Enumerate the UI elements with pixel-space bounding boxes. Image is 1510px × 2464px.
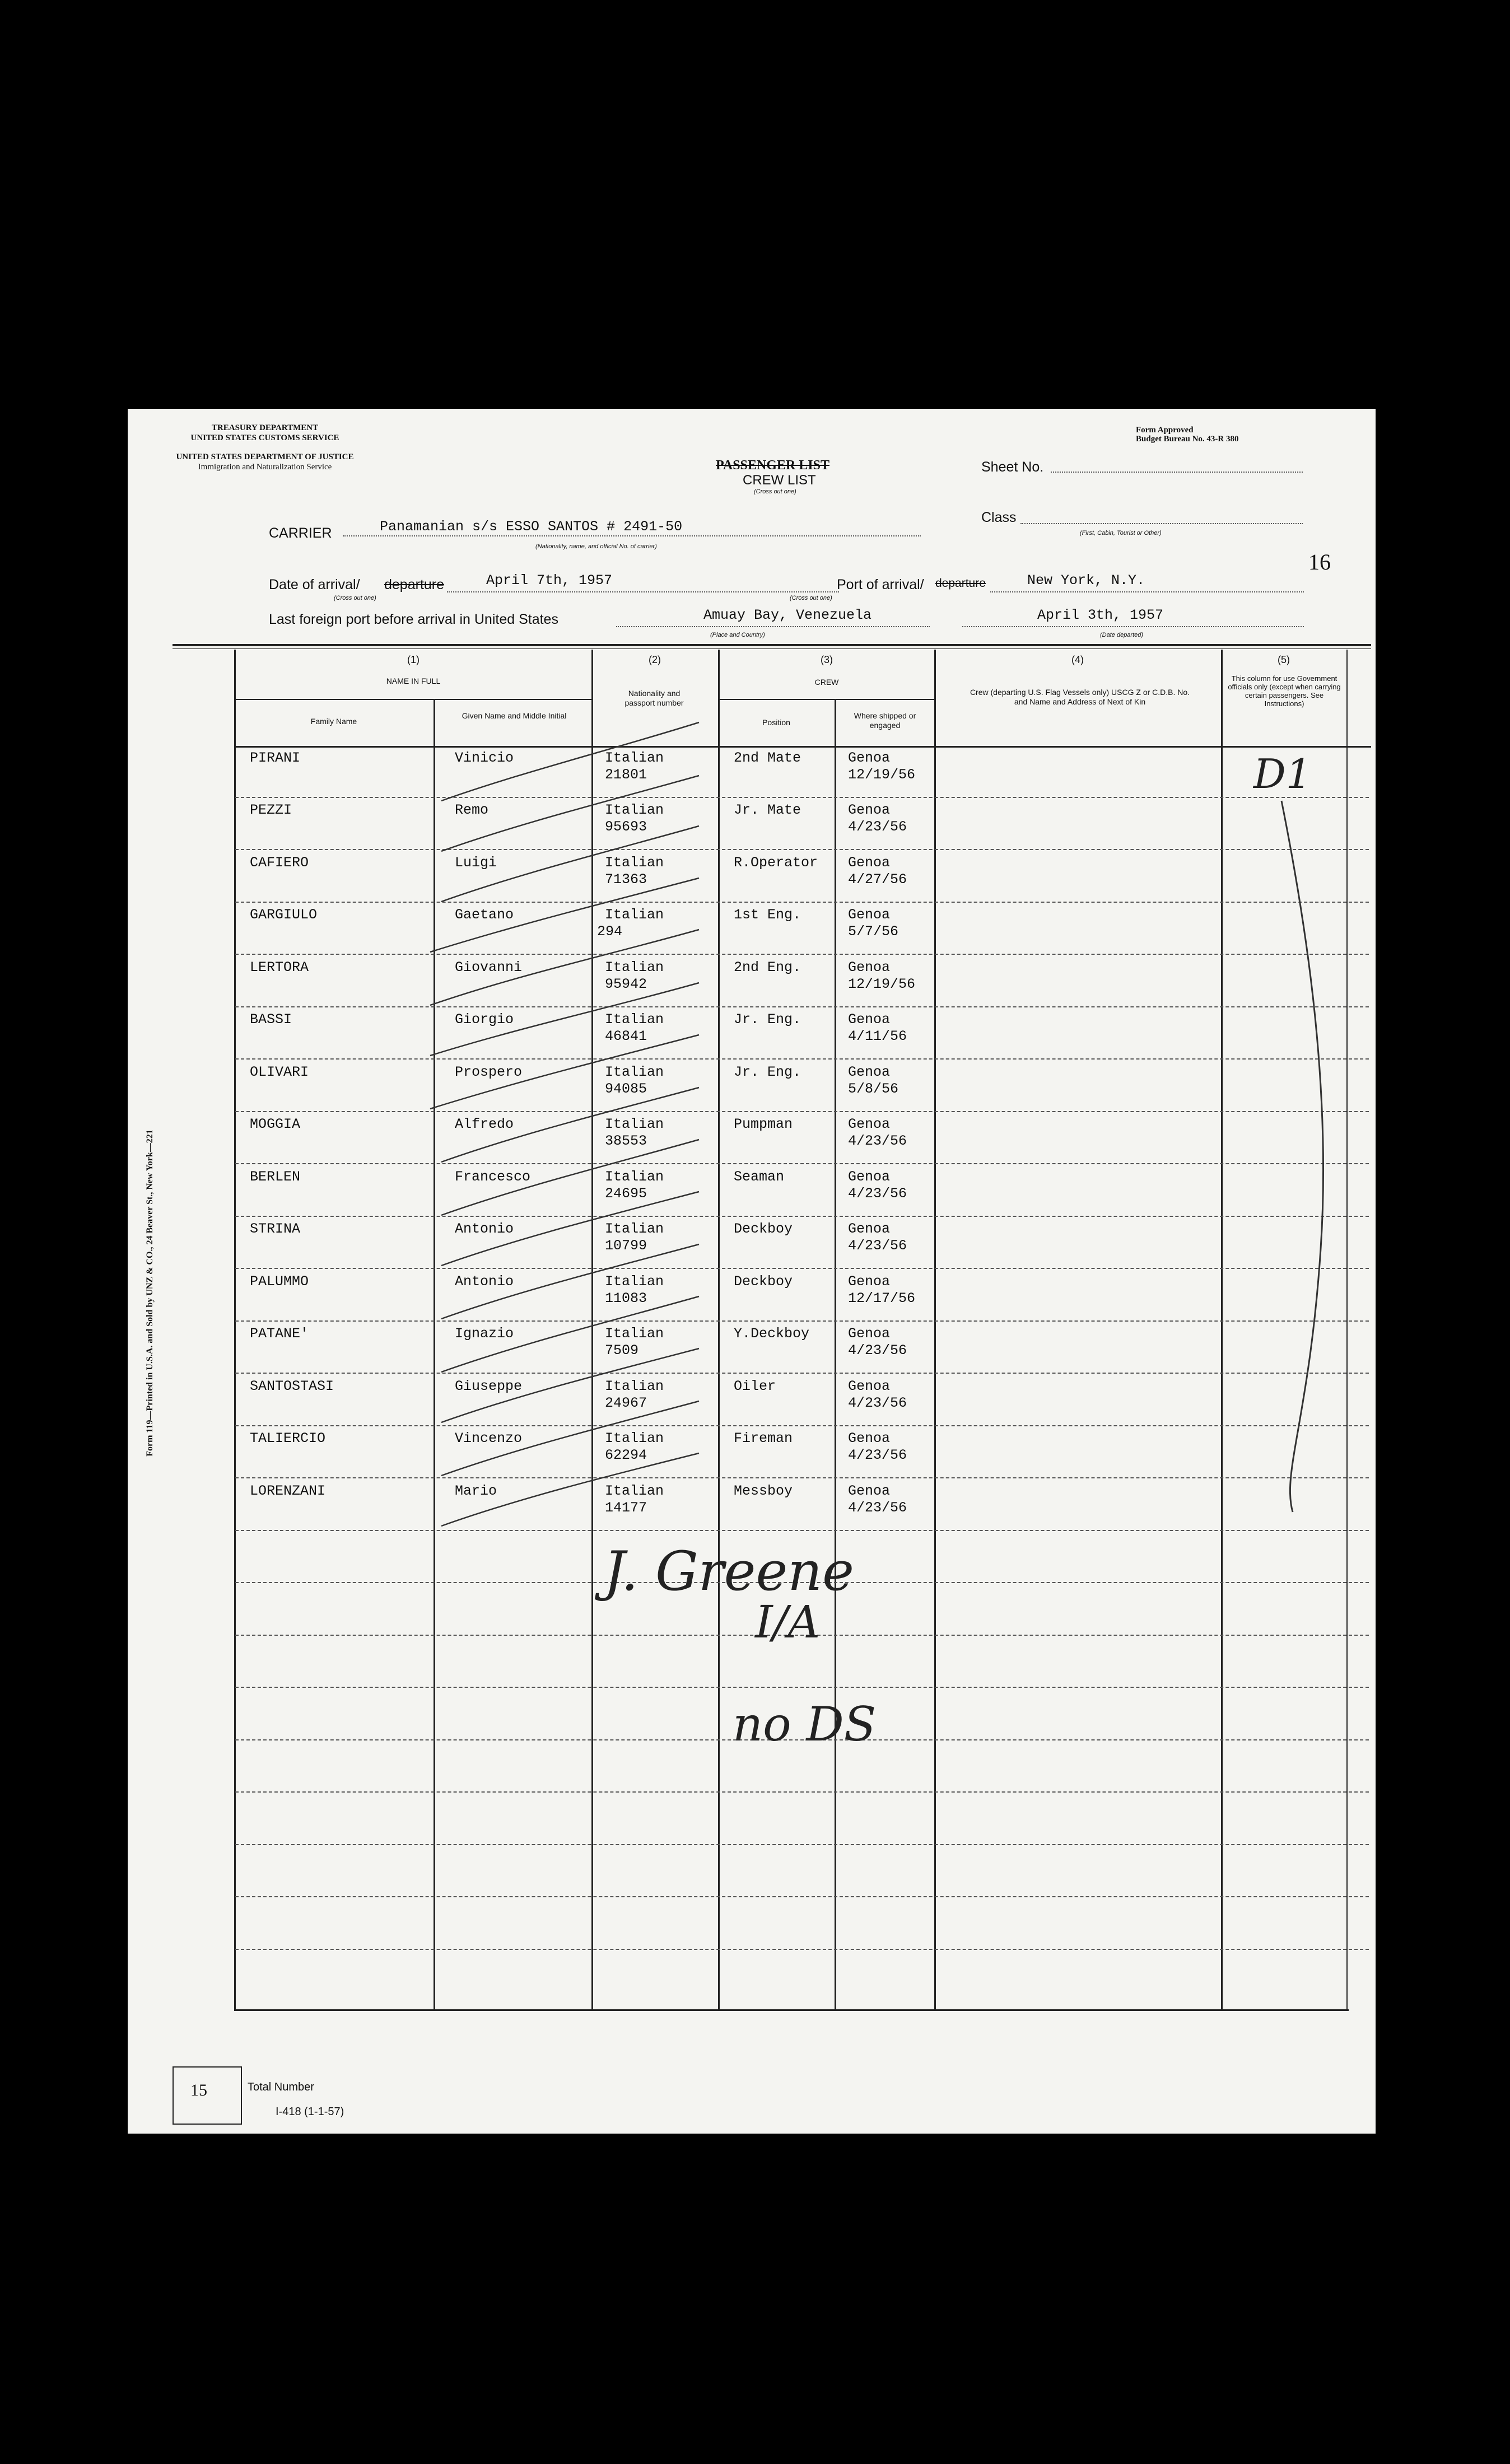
where-shipped-head: Where shipped or engaged [854, 711, 916, 730]
position: 1st Eng. [734, 907, 801, 923]
official-mark: D1 [1253, 750, 1312, 797]
shipped-port: Genoa [848, 1483, 891, 1499]
stroke-mark [441, 776, 699, 851]
stroke-mark [441, 722, 699, 801]
col5-number: (5) [1278, 654, 1290, 665]
departed-value: April 3th, 1957 [1037, 607, 1164, 623]
port-departure-struck: departure [935, 577, 986, 590]
port-cross-note: (Cross out one) [790, 595, 832, 601]
family-name-head: Family Name [310, 717, 357, 726]
passport: 21801 [605, 767, 647, 783]
given-name: Giuseppe [455, 1378, 523, 1394]
crew-list-title: CREW LIST [743, 473, 816, 488]
family-name: SANTOSTASI [250, 1378, 334, 1394]
col2-number: (2) [649, 654, 661, 665]
passport: 294 [597, 923, 623, 940]
given-name: Giorgio [455, 1011, 514, 1028]
position: Deckboy [734, 1273, 793, 1290]
family-name: CAFIERO [250, 855, 309, 871]
last-port-label: Last foreign port before arrival in United States [269, 612, 558, 627]
carrier-label: CARRIER [269, 525, 332, 541]
shipped-date: 4/11/56 [848, 1028, 907, 1044]
departed-note: (Date departed) [1100, 632, 1144, 638]
passport: 24695 [605, 1186, 647, 1202]
form-approved: Form Approved [1136, 426, 1194, 435]
shipped-date: 4/23/56 [848, 1500, 907, 1516]
family-name: GARGIULO [250, 907, 318, 923]
carrier-note: (Nationality, name, and official No. of carrier) [535, 543, 657, 550]
given-name-head: Given Name and Middle Initial [462, 711, 567, 720]
shipped-port: Genoa [848, 959, 891, 976]
family-name: PEZZI [250, 802, 292, 818]
passport: 95693 [605, 819, 647, 835]
shipped-port: Genoa [848, 1116, 891, 1132]
shipped-port: Genoa [848, 1326, 891, 1342]
total-box [173, 2066, 242, 2125]
nationality: Italian [605, 855, 664, 871]
passport: 14177 [605, 1500, 647, 1516]
class-note: (First, Cabin, Tourist or Other) [1080, 530, 1162, 536]
position-head: Position [762, 718, 790, 727]
nationality: Italian [605, 750, 664, 766]
given-name: Ignazio [455, 1326, 514, 1342]
ins-heading: Immigration and Naturalization Service [198, 463, 332, 472]
shipped-date: 12/19/56 [848, 976, 916, 992]
given-name: Francesco [455, 1169, 531, 1185]
col4-title: Crew (departing U.S. Flag Vessels only) USCG Z or C.D.B. No. and Name and Address of Next of Kin [970, 688, 1190, 706]
printer-side-text: Form 119—Printed in U.S.A. and Sold by UNZ & CO., 24 Beaver St., New York—221 [145, 1130, 155, 1457]
position: Deckboy [734, 1221, 793, 1237]
stroke-mark [441, 1453, 699, 1526]
shipped-port: Genoa [848, 907, 891, 923]
given-name: Antonio [455, 1273, 514, 1290]
treasury-heading: TREASURY DEPARTMENT [211, 423, 319, 432]
passport: 46841 [605, 1028, 647, 1044]
col3-title: CREW [814, 678, 839, 687]
nationality: Italian [605, 1483, 664, 1499]
col1-number: (1) [407, 654, 420, 665]
given-name: Giovanni [455, 959, 523, 976]
family-name: LERTORA [250, 959, 309, 976]
handwritten-strokes [128, 409, 1376, 2134]
family-name: BERLEN [250, 1169, 301, 1185]
initials: I/A [755, 1596, 821, 1648]
nationality: Italian [605, 1221, 664, 1237]
budget-bureau: Budget Bureau No. 43-R 380 [1136, 435, 1239, 444]
port-value: New York, N.Y. [1027, 572, 1145, 589]
given-name: Gaetano [455, 907, 514, 923]
given-name: Luigi [455, 855, 497, 871]
stroke-mark [441, 1140, 699, 1215]
position: Jr. Eng. [734, 1064, 801, 1080]
nationality: Italian [605, 1169, 664, 1185]
bracket-line [1281, 801, 1323, 1512]
justice-heading: UNITED STATES DEPARTMENT OF JUSTICE [176, 452, 354, 461]
nationality: Italian [605, 1116, 664, 1132]
sheet-number-handwritten: 16 [1308, 549, 1331, 575]
position: Jr. Eng. [734, 1011, 801, 1028]
shipped-port: Genoa [848, 1430, 891, 1446]
stroke-mark [430, 983, 699, 1056]
departure-struck: departure [384, 577, 445, 592]
position: Y.Deckboy [734, 1326, 810, 1342]
shipped-date: 4/23/56 [848, 1186, 907, 1202]
nationality: Italian [605, 959, 664, 976]
given-name: Antonio [455, 1221, 514, 1237]
position: Pumpman [734, 1116, 793, 1132]
shipped-date: 12/19/56 [848, 767, 916, 783]
family-name: BASSI [250, 1011, 292, 1028]
family-name: OLIVARI [250, 1064, 309, 1080]
passport: 38553 [605, 1133, 647, 1149]
family-name: TALIERCIO [250, 1430, 326, 1446]
nationality: Italian [605, 1430, 664, 1446]
given-name: Mario [455, 1483, 497, 1499]
family-name: PIRANI [250, 750, 301, 766]
passport: 11083 [605, 1290, 647, 1306]
col1-title: NAME IN FULL [386, 676, 441, 685]
sheet-no-label: Sheet No. [981, 459, 1044, 475]
date-arrival-label: Date of arrival/ [269, 577, 360, 592]
form-code: I-418 (1-1-57) [276, 2106, 344, 2118]
given-name: Remo [455, 802, 489, 818]
given-name: Alfredo [455, 1116, 514, 1132]
given-name: Vinicio [455, 750, 514, 766]
customs-heading: UNITED STATES CUSTOMS SERVICE [190, 433, 339, 442]
nationality: Italian [605, 1378, 664, 1394]
passport: 62294 [605, 1447, 647, 1463]
col2-title: Nationality and passport number [624, 689, 684, 707]
stroke-mark [441, 826, 699, 902]
shipped-port: Genoa [848, 1221, 891, 1237]
shipped-port: Genoa [848, 1273, 891, 1290]
date-cross-note: (Cross out one) [334, 595, 376, 601]
shipped-date: 4/23/56 [848, 1395, 907, 1411]
signature: J. Greene [604, 1540, 854, 1603]
shipped-date: 4/23/56 [848, 1447, 907, 1463]
position: Seaman [734, 1169, 785, 1185]
nationality: Italian [605, 907, 664, 923]
position: Messboy [734, 1483, 793, 1499]
shipped-port: Genoa [848, 1064, 891, 1080]
shipped-port: Genoa [848, 1378, 891, 1394]
shipped-date: 5/7/56 [848, 923, 899, 940]
nationality: Italian [605, 1273, 664, 1290]
col4-number: (4) [1071, 654, 1084, 665]
passport: 10799 [605, 1238, 647, 1254]
family-name: STRINA [250, 1221, 301, 1237]
shipped-port: Genoa [848, 855, 891, 871]
shipped-date: 4/23/56 [848, 819, 907, 835]
shipped-port: Genoa [848, 802, 891, 818]
passport: 95942 [605, 976, 647, 992]
stroke-mark [441, 1401, 699, 1476]
passport: 94085 [605, 1081, 647, 1097]
position: Jr. Mate [734, 802, 801, 818]
position: R.Operator [734, 855, 818, 871]
crew-list-form [128, 409, 1376, 2134]
total-value: 15 [190, 2081, 207, 2099]
passport: 71363 [605, 871, 647, 888]
class-label: Class [981, 510, 1017, 525]
nationality: Italian [605, 802, 664, 818]
given-name: Prospero [455, 1064, 523, 1080]
family-name: PATANE' [250, 1326, 309, 1342]
nationality: Italian [605, 1326, 664, 1342]
family-name: PALUMMO [250, 1273, 309, 1290]
position: Fireman [734, 1430, 793, 1446]
shipped-date: 12/17/56 [848, 1290, 916, 1306]
position: Oiler [734, 1378, 776, 1394]
shipped-port: Genoa [848, 1169, 891, 1185]
shipped-date: 4/23/56 [848, 1133, 907, 1149]
given-name: Vincenzo [455, 1430, 523, 1446]
shipped-date: 4/23/56 [848, 1342, 907, 1359]
family-name: LORENZANI [250, 1483, 326, 1499]
position: 2nd Eng. [734, 959, 801, 976]
shipped-port: Genoa [848, 750, 891, 766]
carrier-value: Panamanian s/s ESSO SANTOS # 2491-50 [380, 519, 683, 535]
family-name: MOGGIA [250, 1116, 301, 1132]
position: 2nd Mate [734, 750, 801, 766]
date-arrival-value: April 7th, 1957 [486, 572, 613, 589]
stroke-mark [441, 1296, 699, 1372]
title-cross-note: (Cross out one) [754, 488, 796, 495]
passenger-list-struck: PASSENGER LIST [716, 458, 829, 473]
shipped-port: Genoa [848, 1011, 891, 1028]
port-label: Port of arrival/ [837, 577, 924, 592]
total-label: Total Number [248, 2081, 314, 2093]
col3-number: (3) [821, 654, 833, 665]
shipped-date: 4/23/56 [848, 1238, 907, 1254]
nationality: Italian [605, 1011, 664, 1028]
shipped-date: 5/8/56 [848, 1081, 899, 1097]
last-port-note: (Place and Country) [710, 632, 765, 638]
col5-title: This column for use Government officials only (except when carrying certain passengers. See Instructions) [1228, 674, 1341, 708]
nationality: Italian [605, 1064, 664, 1080]
passport: 7509 [605, 1342, 639, 1359]
no-ds-note: no DS [733, 1697, 877, 1752]
passport: 24967 [605, 1395, 647, 1411]
shipped-date: 4/27/56 [848, 871, 907, 888]
last-port-value: Amuay Bay, Venezuela [703, 607, 872, 623]
